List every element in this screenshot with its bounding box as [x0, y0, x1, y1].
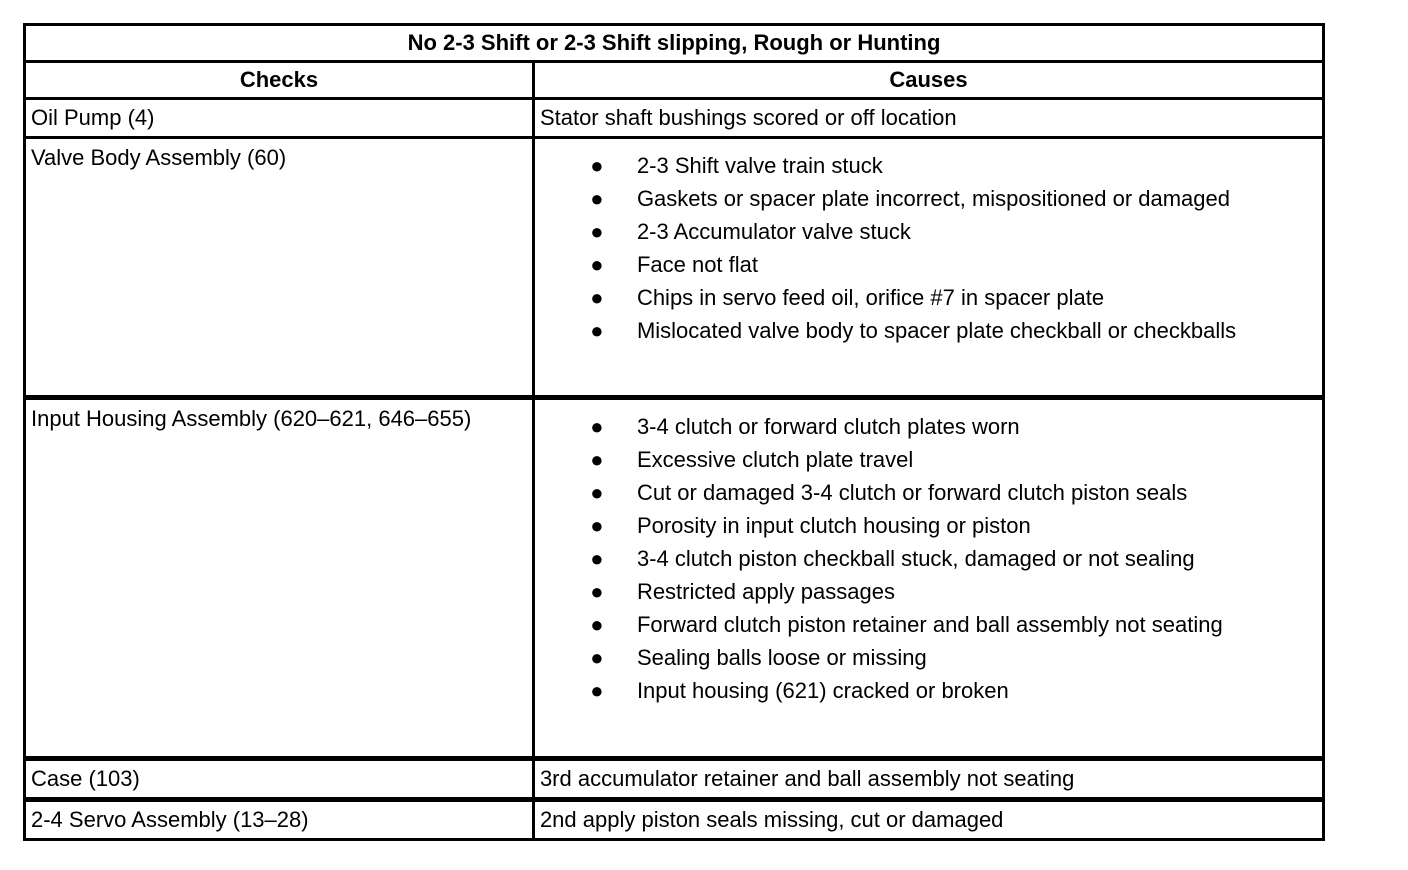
table-title: No 2-3 Shift or 2-3 Shift slipping, Rough or Hunting [25, 25, 1324, 62]
check-cell: Oil Pump (4) [25, 99, 534, 138]
check-cell: 2-4 Servo Assembly (13–28) [25, 800, 534, 840]
cause-text: 2-3 Accumulator valve stuck [636, 219, 911, 244]
cause-text: Cut or damaged 3-4 clutch or forward clutch piston seals [636, 480, 1188, 505]
cause-text: 2-3 Shift valve train stuck [636, 153, 883, 178]
cause-item [535, 281, 1322, 314]
table-header-row [25, 62, 1324, 99]
cause-text: Mislocated valve body to spacer plate checkball or checkballs [636, 318, 1237, 343]
bullet-icon: ● [590, 219, 604, 244]
cause-text: 3-4 clutch piston checkball stuck, damaged or not sealing [636, 546, 1195, 571]
table-title-row [25, 25, 1324, 62]
bullet-icon: ● [590, 414, 604, 439]
cause-cell: 2nd apply piston seals missing, cut or damaged [533, 800, 1323, 840]
cause-item [535, 248, 1322, 281]
cause-cell [533, 138, 1323, 398]
table-row [25, 398, 1324, 759]
bullet-icon: ● [590, 318, 604, 343]
header-causes: Causes [533, 62, 1323, 99]
cause-item [535, 509, 1322, 542]
bullet-icon: ● [590, 612, 604, 637]
bullet-icon: ● [590, 285, 604, 310]
cause-text: Porosity in input clutch housing or piston [636, 513, 1031, 538]
cause-cell [533, 398, 1323, 759]
cause-text: Gaskets or spacer plate incorrect, mispositioned or damaged [636, 186, 1231, 211]
cause-cell: Stator shaft bushings scored or off location [533, 99, 1323, 138]
cause-text: Excessive clutch plate travel [636, 447, 914, 472]
bullet-icon: ● [590, 153, 604, 178]
bullet-icon: ● [590, 678, 604, 703]
cause-text: 3-4 clutch or forward clutch plates worn [636, 414, 1020, 439]
cause-item [535, 476, 1322, 509]
cause-text: Face not flat [636, 252, 759, 277]
cause-text: Chips in servo feed oil, orifice #7 in spacer plate [636, 285, 1105, 310]
bullet-icon: ● [590, 186, 604, 211]
table-row [25, 99, 1324, 138]
bullet-icon: ● [590, 252, 604, 277]
cause-text: Sealing balls loose or missing [636, 645, 927, 670]
cause-text: Forward clutch piston retainer and ball assembly not seating [636, 612, 1223, 637]
check-cell: Valve Body Assembly (60) [25, 138, 534, 398]
cause-list [535, 410, 1322, 707]
check-cell: Case (103) [25, 759, 534, 800]
bullet-icon: ● [590, 513, 604, 538]
cause-item [535, 410, 1322, 443]
cause-item [535, 674, 1322, 707]
cause-text: Restricted apply passages [636, 579, 895, 604]
cause-item [535, 641, 1322, 674]
cause-item [535, 314, 1322, 347]
header-checks: Checks [25, 62, 534, 99]
bullet-icon: ● [590, 645, 604, 670]
cause-item [535, 215, 1322, 248]
cause-item [535, 575, 1322, 608]
cause-item [535, 149, 1322, 182]
bullet-icon: ● [590, 546, 604, 571]
bullet-icon: ● [590, 480, 604, 505]
cause-item [535, 608, 1322, 641]
cause-item [535, 182, 1322, 215]
bullet-icon: ● [590, 447, 604, 472]
diagnosis-table [23, 23, 1325, 841]
cause-item [535, 542, 1322, 575]
cause-text: Input housing (621) cracked or broken [636, 678, 1009, 703]
cause-item [535, 443, 1322, 476]
check-cell: Input Housing Assembly (620–621, 646–655) [25, 398, 534, 759]
table-row [25, 138, 1324, 398]
table-row [25, 800, 1324, 840]
bullet-icon: ● [590, 579, 604, 604]
cause-list [535, 149, 1322, 347]
table-row [25, 759, 1324, 800]
cause-cell: 3rd accumulator retainer and ball assembly not seating [533, 759, 1323, 800]
